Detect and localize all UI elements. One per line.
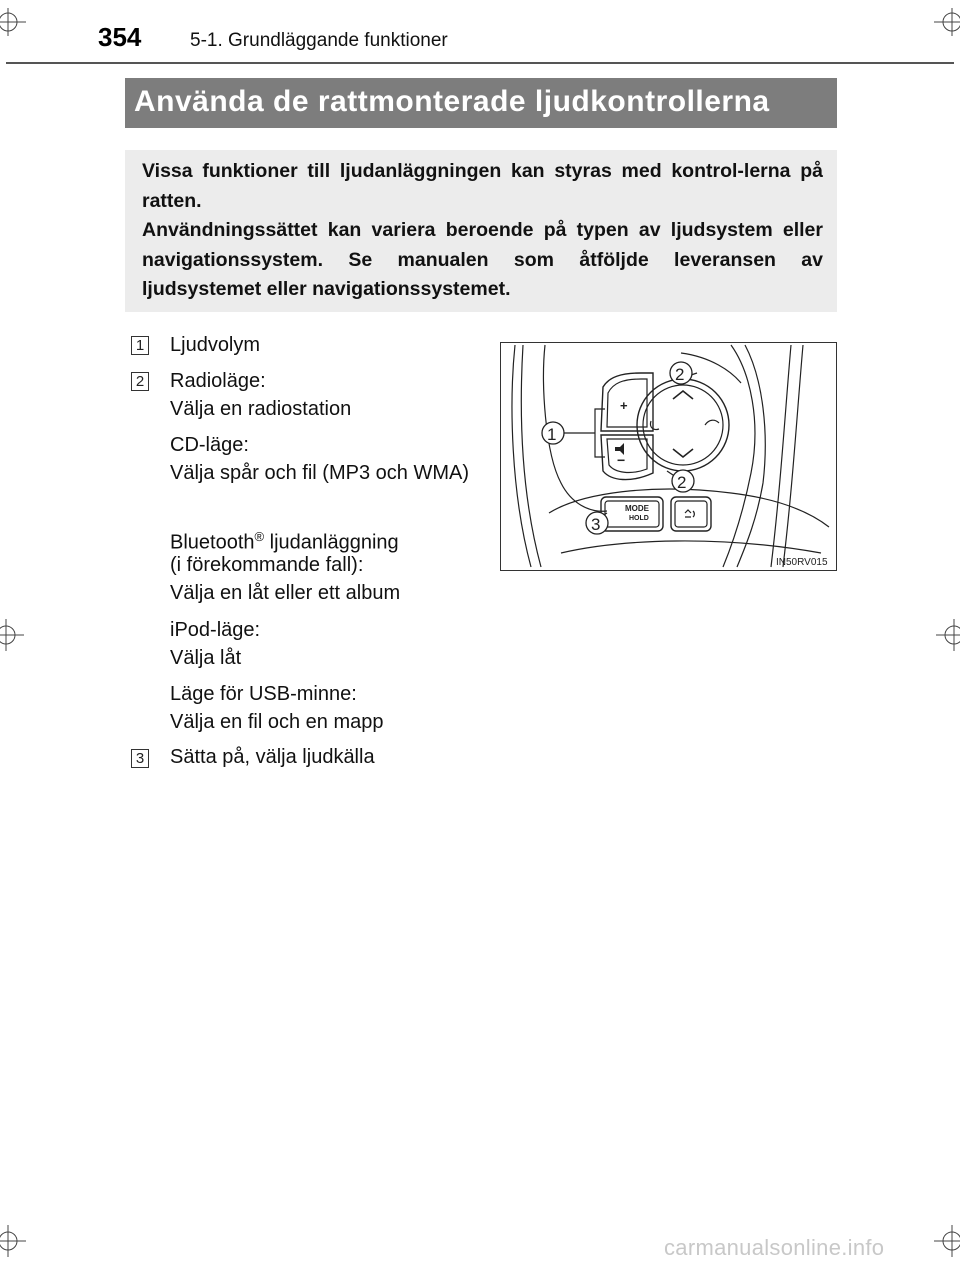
figure-code: IN50RV015 (776, 557, 828, 568)
item-1-number: 1 (131, 336, 149, 355)
item-2-mode-bluetooth-note: (i förekommande fall): (170, 554, 364, 576)
item-2-desc-radio: Välja en radiostation (170, 398, 352, 420)
hold-button-label: HOLD (629, 515, 649, 522)
mode-button-label: MODE (625, 504, 649, 513)
item-2-desc-bluetooth: Välja en låt eller ett album (170, 582, 401, 604)
steering-wheel-controls-figure (500, 342, 837, 571)
section-title: 5-1. Grundläggande funktioner (190, 30, 448, 51)
voice-command-icon (685, 510, 694, 517)
crop-mark-mid-right (930, 615, 960, 655)
item-2-mode-ipod: iPod-läge: (170, 619, 261, 641)
item-2-desc-cd: Välja spår och fil (MP3 och WMA) (170, 462, 469, 484)
bluetooth-suffix: ljudanläggning (264, 531, 399, 554)
page-number: 354 (98, 22, 142, 52)
callout-2-top (670, 362, 692, 384)
svg-text:2: 2 (675, 365, 685, 384)
item-2-mode-cd: CD-läge: (170, 434, 249, 456)
crop-mark-mid-left (0, 615, 30, 655)
item-2-mode-usb: Läge för USB-minne: (170, 683, 357, 705)
callout-3 (586, 512, 608, 534)
bluetooth-label: Bluetooth (170, 531, 255, 554)
callout-2-bottom (672, 470, 694, 492)
item-2-desc-ipod: Välja låt (170, 647, 242, 669)
intro-box (125, 150, 837, 312)
volume-down-glyph: − (617, 452, 626, 468)
item-2-number: 2 (131, 372, 149, 391)
svg-text:2: 2 (677, 473, 687, 492)
crop-mark-top-right (930, 0, 960, 40)
volume-up-glyph: + (620, 398, 628, 413)
crop-mark-bottom-right (930, 1225, 960, 1267)
crop-mark-bottom-left (0, 1225, 30, 1267)
intro-paragraph-1: Vissa funktioner till ljudanläggningen kan styras med kontrol-lerna på ratten. (142, 160, 823, 212)
watermark: carmanualsonline.info (664, 1235, 885, 1260)
svg-text:3: 3 (591, 515, 601, 534)
item-2-desc-usb: Välja en fil och en mapp (170, 711, 384, 733)
item-3-number: 3 (131, 749, 149, 768)
callout-1 (542, 422, 564, 444)
heading-bar (125, 78, 837, 128)
steering-wheel-illustration (501, 343, 835, 569)
page-heading: Använda de rattmonterade ljudkontrollerna (134, 85, 770, 118)
crop-mark-top-left (0, 0, 30, 40)
item-1-text: Ljudvolym (170, 334, 261, 356)
item-2-mode-radio: Radioläge: (170, 370, 266, 392)
item-3-text: Sätta på, välja ljudkälla (170, 746, 375, 768)
header-divider (6, 62, 954, 64)
registered-mark: ® (254, 529, 265, 544)
intro-paragraph-2: Användningssättet kan variera beroende på typen av ljudsystem eller navigationssystem. Se manualen som åtföljde leveransen av ljudsystemet eller navigationssystemet. (142, 219, 823, 300)
svg-text:1: 1 (547, 425, 557, 444)
